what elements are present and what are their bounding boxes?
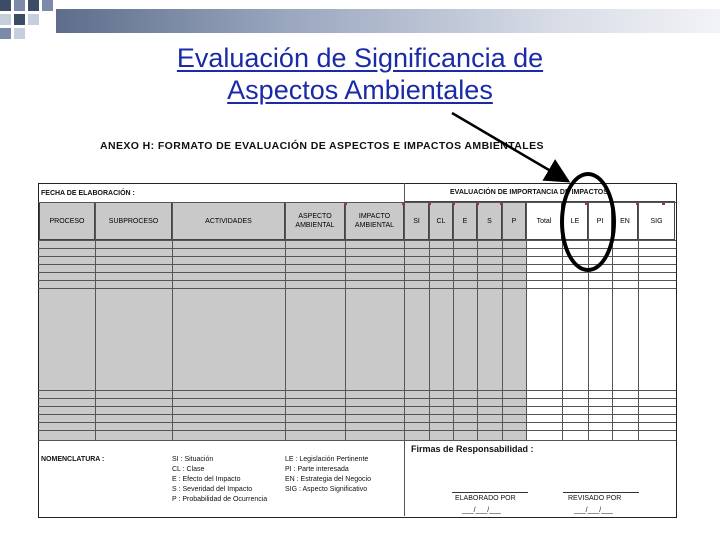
signer-left: ELABORADO POR: [455, 495, 516, 502]
col-header-si: SI: [404, 202, 429, 240]
col-header-le: LE: [562, 202, 588, 240]
nomenclature-item: EN : Estrategia del Negocio: [285, 476, 371, 483]
slide-title-line-1: Evaluación de Significancia de: [176, 43, 544, 73]
eval-header: EVALUACIÓN DE IMPORTANCIA DE IMPACTOS: [450, 189, 608, 196]
nomenclature-item: E : Efecto del Impacto: [172, 476, 241, 483]
col-header-pi: PI: [588, 202, 612, 240]
col-header-subproceso: SUBPROCESO: [95, 202, 172, 240]
col-header-impacto: IMPACTO AMBIENTAL: [345, 202, 404, 240]
nomenclature-item: CL : Clase: [172, 466, 205, 473]
col-header-cl: CL: [429, 202, 453, 240]
highlight-circle: [560, 172, 616, 272]
nomenclature-item: LE : Legislación Pertinente: [285, 456, 369, 463]
nomenclature-item: P : Probabilidad de Ocurrencia: [172, 496, 268, 503]
col-header-p: P: [502, 202, 526, 240]
nomenclature-item: S : Severidad del Impacto: [172, 486, 253, 493]
nomenclature-item: SI : Situación: [172, 456, 214, 463]
annex-title: ANEXO H: FORMATO DE EVALUACIÓN DE ASPECTOS E IMPACTOS AMBIENTALES: [100, 140, 544, 152]
nomenclature-item: PI : Parte interesada: [285, 466, 349, 473]
nomenclature-item: SIG : Aspecto Significativo: [285, 486, 368, 493]
date-label: FECHA DE ELABORACIÓN :: [41, 190, 135, 197]
nomenclature-label: NOMENCLATURA :: [41, 456, 105, 463]
signer-right: REVISADO POR: [568, 495, 622, 502]
col-header-aspecto: ASPECTO AMBIENTAL: [285, 202, 345, 240]
date-line-left: ___/___/___: [462, 507, 501, 514]
col-header-en: EN: [612, 202, 638, 240]
col-header-sig: SIG: [638, 202, 675, 240]
col-header-e: E: [453, 202, 477, 240]
col-header-actividades: ACTIVIDADES: [172, 202, 285, 240]
slide-title-line-2: Aspectos Ambientales: [227, 75, 493, 105]
signatures-label: Firmas de Responsabilidad :: [411, 444, 534, 454]
col-header-total: Total: [526, 202, 562, 240]
date-line-right: ___/___/___: [574, 507, 613, 514]
col-header-proceso: PROCESO: [39, 202, 95, 240]
col-header-s: S: [477, 202, 502, 240]
